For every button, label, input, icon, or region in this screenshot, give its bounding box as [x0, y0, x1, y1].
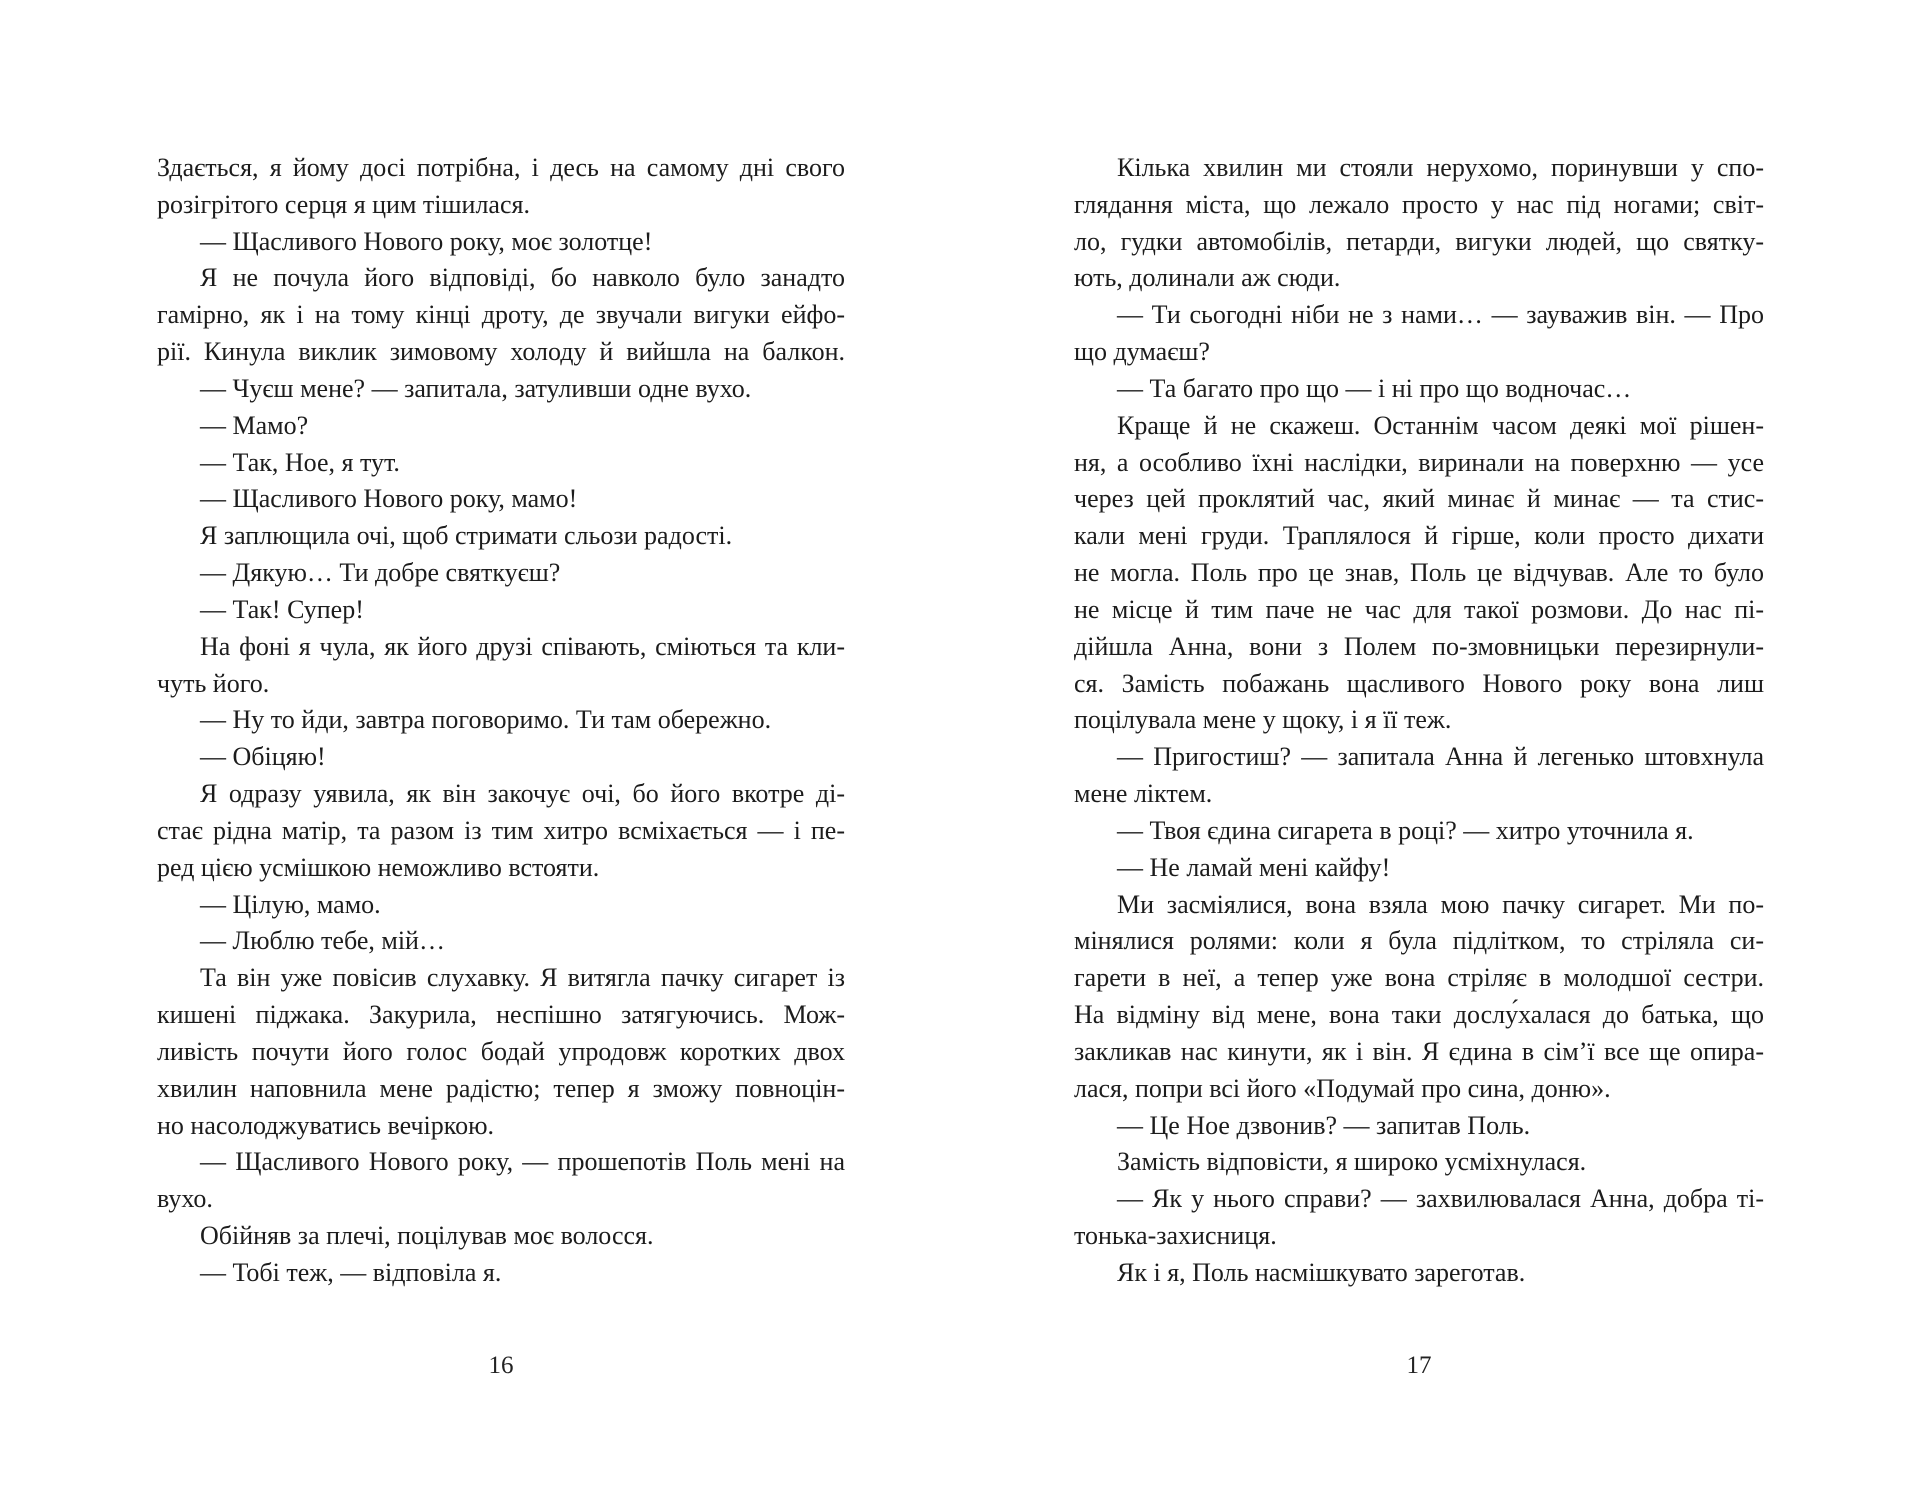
text-line: — Обіцяю!: [200, 742, 326, 772]
text-line: ють, долинали аж сюди.: [1074, 263, 1341, 293]
text-line: — Та багато про що — і ні про що водночас…: [1117, 373, 1632, 403]
page-right-text: [1074, 150, 1764, 1292]
text-line: — Пригостиш? — запитала Анна й легенько штовхнула: [1117, 742, 1764, 772]
text-line: мінялися ролями: коли я була підлітком, то стріляла си-: [1074, 926, 1764, 956]
text-line: Краще й не скажеш. Останнім часом деякі мої рішен-: [1117, 410, 1764, 440]
text-line: Здається, я йому досі потрібна, і десь на самому дні свого: [157, 153, 845, 182]
text-line: не місце й тим паче не час для такої розмови. До нас пі-: [1074, 594, 1764, 624]
text-line: ня, а особливо їхні наслідки, виринали на поверхню — усе: [1074, 447, 1764, 477]
text-line: — Щасливого Нового року, мамо!: [200, 484, 578, 514]
text-line: Я одразу уявила, як він закочує очі, бо його вкотре ді-: [200, 779, 845, 809]
text-line: — Так, Ное, я тут.: [200, 447, 400, 477]
text-line: чуть його.: [157, 668, 270, 698]
text-line: розігрітого серця я цим тішилася.: [157, 189, 530, 219]
text-line: — Щасливого Нового року, моє золотце!: [200, 226, 653, 256]
text-line: стає рідна матір, та разом із тим хитро всміхається — і пе-: [157, 815, 845, 845]
text-line: гарети в неї, а тепер уже вона стріляє в молодшої сестри.: [1074, 963, 1764, 993]
text-line: — Чуєш мене? — запитала, затуливши одне вухо.: [200, 373, 752, 403]
text-line: ред цією усмішкою неможливо встояти.: [157, 852, 600, 882]
text-line: Обійняв за плечі, поцілував моє волосся.: [200, 1221, 654, 1251]
text-line: Я не почула його відповіді, бо навколо було занадто: [200, 263, 845, 293]
text-line: тонька-захисниця.: [1074, 1221, 1277, 1251]
page-right-number: 17: [1406, 1352, 1432, 1379]
text-line: — Це Ное дзвонив? — запитав Поль.: [1117, 1110, 1531, 1140]
text-line: Та він уже повісив слухавку. Я витягла пачку сигарет із: [200, 963, 845, 993]
text-line: — Ти сьогодні ніби не з нами… — зауважив він. — Про: [1117, 300, 1764, 330]
text-line: — Дякую… Ти добре святкуєш?: [200, 558, 561, 588]
text-line: но насолоджуватись вечіркою.: [157, 1110, 495, 1140]
text-line: ло, гудки автомобілів, петарди, вигуки людей, що святку-: [1074, 226, 1764, 256]
text-line: — Так! Супер!: [200, 594, 364, 624]
text-line: поцілувала мене у щоку, і я її теж.: [1074, 705, 1452, 735]
text-line: — Як у нього справи? — захвилювалася Анна, добра ті-: [1117, 1184, 1764, 1214]
text-line: На відміну від мене, вона таки дослу́халася до батька, що: [1074, 1000, 1764, 1030]
text-line: — Люблю тебе, мій…: [200, 926, 445, 956]
page-left-text: [157, 150, 845, 1292]
text-line: — Твоя єдина сигарета в році? — хитро уточнила я.: [1117, 815, 1694, 845]
text-line: — Цілую, мамо.: [200, 889, 381, 919]
text-line: — Щасливого Нового року, — прошепотів Поль мені на: [200, 1147, 845, 1177]
page-left-number: 16: [488, 1352, 514, 1379]
text-line: Я заплющила очі, щоб стримати сльози радості.: [200, 521, 733, 551]
text-line: через цей проклятий час, який минає й минає — та стис-: [1074, 484, 1764, 514]
text-line: дійшла Анна, вони з Полем по-змовницьки перезирнули-: [1074, 631, 1764, 661]
text-line: ся. Замість побажань щасливого Нового року вона лиш: [1074, 668, 1764, 698]
text-line: рії. Кинула виклик зимовому холоду й вийшла на балкон.: [157, 337, 845, 367]
text-line: — Не ламай мені кайфу!: [1117, 852, 1391, 882]
text-line: закликав нас кинути, як і він. Я єдина в сім’ї все ще опира-: [1074, 1036, 1764, 1066]
text-line: гамірно, як і на тому кінці дроту, де звучали вигуки ейфо-: [157, 300, 845, 330]
text-line: — Мамо?: [200, 410, 309, 440]
text-line: вухо.: [157, 1184, 213, 1214]
text-line: кали мені груди. Траплялося й гірше, коли просто дихати: [1074, 521, 1764, 551]
text-line: Кілька хвилин ми стояли нерухомо, поринувши у спо-: [1117, 153, 1764, 182]
text-line: Як і я, Поль насмішкувато зареготав.: [1117, 1257, 1526, 1287]
text-line: — Ну то йди, завтра поговоримо. Ти там обережно.: [200, 705, 772, 735]
text-line: Ми засміялися, вона взяла мою пачку сигарет. Ми по-: [1117, 889, 1764, 919]
text-line: не могла. Поль про це знав, Поль це відчував. Але то було: [1074, 558, 1764, 588]
text-line: мене ліктем.: [1074, 779, 1213, 809]
text-line: кишені піджака. Закурила, неспішно затягуючись. Мож-: [157, 1000, 845, 1030]
text-line: Замість відповісти, я широко усміхнулася.: [1117, 1147, 1587, 1177]
text-line: ливість почути його голос бодай упродовж коротких двох: [157, 1036, 845, 1066]
text-line: лася, попри всі його «Подумай про сина, доню».: [1074, 1073, 1611, 1103]
text-line: хвилин наповнила мене радістю; тепер я зможу повноцін-: [157, 1073, 845, 1103]
text-line: глядання міста, що лежало просто у нас під ногами; світ-: [1074, 189, 1764, 219]
text-line: що думаєш?: [1074, 337, 1210, 367]
text-line: На фоні я чула, як його друзі співають, сміються та кли-: [200, 631, 845, 661]
text-line: — Тобі теж, — відповіла я.: [200, 1257, 502, 1287]
